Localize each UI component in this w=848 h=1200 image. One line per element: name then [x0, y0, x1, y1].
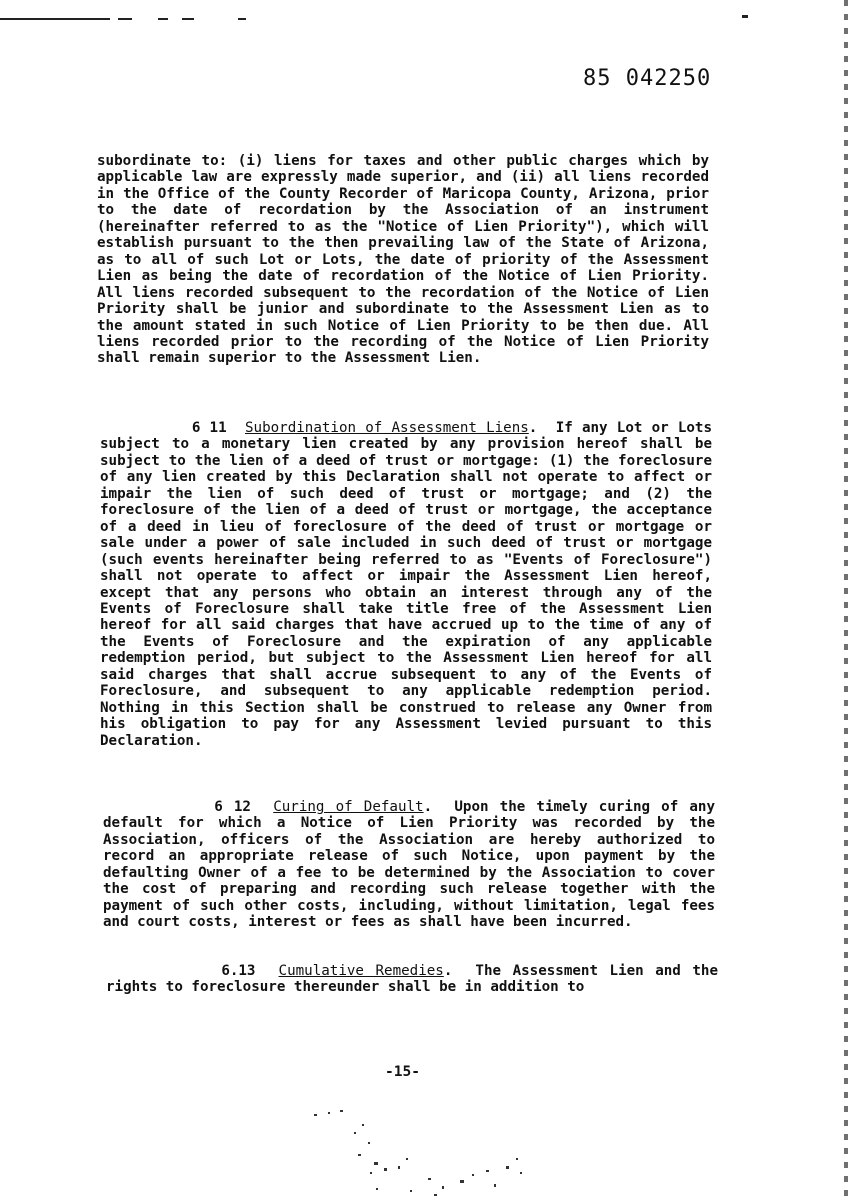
page-number: -15- [385, 1064, 420, 1080]
recording-number: 85 042250 [583, 66, 712, 91]
section-6-13 [106, 963, 727, 996]
paragraph-text: . Upon the timely curing of any default for which a Notice of Lien Priority was recorded by the Association, officers of the Association are hereby authorized to record an appropriate release of such Notice, upon payment by the defaulting Owner of a fee to be determined by the Association to cover the cost of preparing and recording such release together with the payment of such other costs, including, without limitation, legal fees and court costs, interest or fees as shall have been incurred. [103, 799, 724, 931]
scan-right-edge [844, 0, 848, 1200]
paragraph-text: . The Assessment Lien and the rights to foreclosure thereunder shall be in addition to [106, 963, 727, 996]
scan-edge-mark [0, 18, 110, 20]
scan-noise [310, 1100, 550, 1200]
section-heading: Cumulative Remedies [278, 963, 444, 979]
paragraph-continuation [97, 153, 718, 367]
scan-edge-mark [182, 18, 194, 20]
section-6-12 [103, 799, 724, 931]
section-heading: Subordination of Assessment Liens [245, 420, 529, 436]
scan-edge-mark [158, 18, 168, 20]
section-6-11 [100, 420, 730, 749]
section-number: 6 12 [103, 799, 274, 815]
scan-speck [742, 15, 748, 18]
section-number: 6.13 [106, 963, 279, 979]
scan-edge-mark [238, 18, 246, 20]
section-number: 6 11 [100, 420, 245, 436]
paragraph-text: . If any Lot or Lots subject to a monetary lien created by any provision hereof shall be subject to the lien of a deed of trust or mortgage: (1) the foreclosure of any lien created by this Declaration shall not operate to affect or impair the lien of such deed of trust or mortgage; and (2) the foreclosure of the lien of a deed of trust or mortgage, the acceptance of a deed in lieu of foreclosure of the deed of trust or mortgage or sale under a power of sale included in such deed of trust or mortgage (such events hereinafter being referred to as "Events of Foreclosure") shall not operate to affect or impair the Assessment Lien hereof, except that any persons who obtain an interest through any of the Events of Foreclosure shall take title free of the Assessment Lien hereof for all said charges that have accrued up to the time of any of the Events of Foreclosure and the expiration of any applicable redemption period, but subject to the Assessment Lien hereof for all said charges that shall accrue subsequent to any of the Events of Foreclosure, and subsequent to any applicable redemption period. Nothing in this Section shall be construed to release any Owner from his obligation to pay for any Assessment levied pursuant to this Declaration. [100, 420, 730, 749]
scan-edge-mark [118, 18, 132, 20]
paragraph-text: subordinate to: (i) liens for taxes and other public charges which by applicable law are expressly made superior, and (ii) all liens recorded in the Office of the County Recorder of Maricopa County, Arizona, prior to the date of recordation by the Association of an instrument (hereinafter referred to as the "Notice of Lien Priority"), which will establish pursuant to the then prevailing law of the State of Arizona, as to all of such Lot or Lots, the date of priority of the Assessment Lien as being the date of recordation of the Notice of Lien Priority. All liens recorded subsequent to the recordation of the Notice of Lien Priority shall be junior and subordinate to the Assessment Lien as to the amount stated in such Notice of Lien Priority to be then due. All liens recorded prior to the recording of the Notice of Lien Priority shall remain superior to the Assessment Lien. [97, 153, 718, 367]
section-heading: Curing of Default [273, 799, 424, 815]
